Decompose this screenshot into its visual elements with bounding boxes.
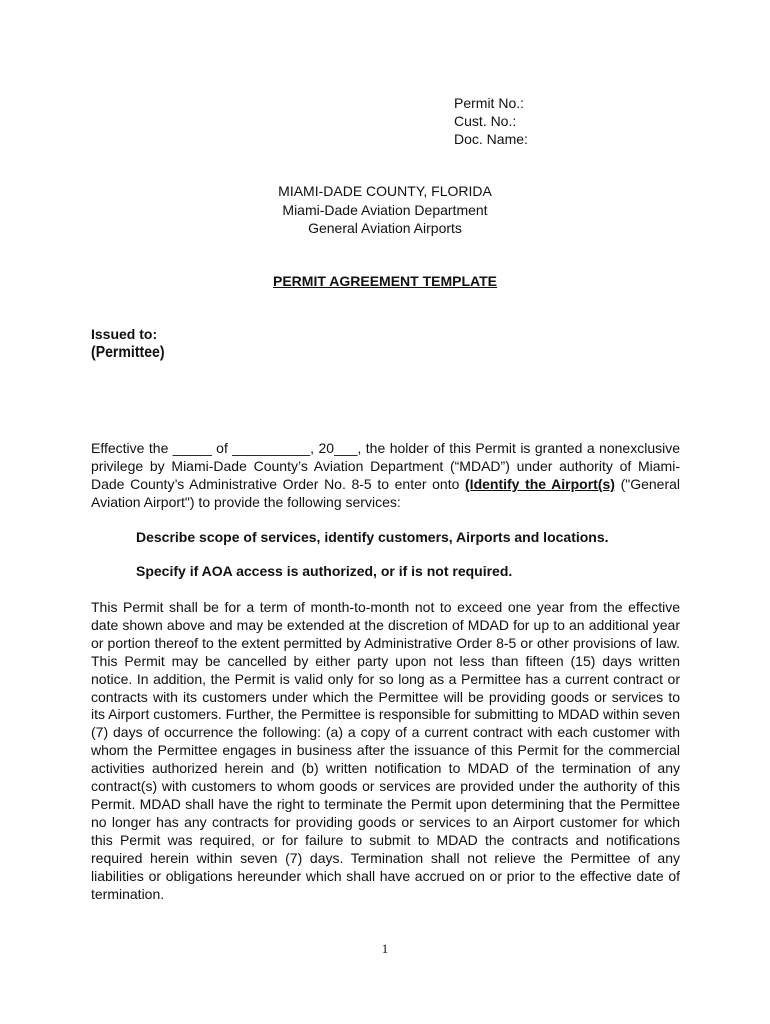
permittee-placeholder: (Permittee) (91, 344, 165, 361)
aoa-instruction: Specify if AOA access is authorized, or if is not required. (136, 563, 513, 579)
airports-heading: General Aviation Airports (308, 220, 462, 236)
document-header (0, 182, 770, 238)
page-number: 1 (381, 941, 389, 956)
term-paragraph: This Permit shall be for a term of month-to-month not to exceed one year from the effective date shown above and may be extended at the discretion of MDAD for up to an additional year or portion thereof to the extent permitted by Administrative Order 8-5 or other provisions of law. This Permit may be cancelled by either party upon not less than fifteen (15) days written notice. In addition, the Permit is valid only for so long as a Permittee has a current contract or contracts with its customers under which the Permittee will be providing goods or services to its Airport customers. Further, the Permittee is responsible for submitting to MDAD within seven (7) days of occurrence the following: (a) a copy of a current contract with each customer with whom the Permittee engages in business after the issuance of this Permit for the commercial activities authorized herein and (b) written notification to MDAD of the termination of any contract(s) with customers to whom goods or services are provided under the authority of this Permit. MDAD shall have the right to terminate the Permit upon determining that the Permittee no longer has any contracts for providing goods or services to an Airport customer for which this Permit was required, or for failure to submit to MDAD the contracts and notifications required herein within seven (7) days. Termination shall not relieve the Permittee of any liabilities or obligations hereunder which shall have accrued on or prior to the effective date of termination. (91, 599, 681, 902)
customer-number-label: Cust. No.: (454, 113, 517, 129)
effective-text: Effective the _____ of __________, 20___, the holder of this Permit is granted a nonexclusive privilege by Miami-Dade County’s Aviation Department (“MDAD”) under authority of Miami-Dade County’s Administrative Order No. 8-5 to enter onto (91, 440, 680, 492)
effective-paragraph (91, 439, 680, 511)
permit-number-label: Permit No.: (454, 95, 525, 111)
scope-instruction: Describe scope of services, identify customers, Airports and locations. (136, 529, 609, 545)
document-name-label: Doc. Name: (454, 131, 528, 147)
services-text: ("General Aviation Airport") to provide the following services: (91, 476, 681, 510)
reference-block (454, 94, 528, 148)
identify-airports-placeholder: (Identify the Airport(s) (465, 476, 615, 492)
county-heading: MIAMI-DADE COUNTY, FLORIDA (278, 183, 492, 199)
department-heading: Miami-Dade Aviation Department (282, 201, 488, 218)
document-title: PERMIT AGREEMENT TEMPLATE (273, 273, 497, 289)
issued-to-label: Issued to: (91, 326, 158, 342)
